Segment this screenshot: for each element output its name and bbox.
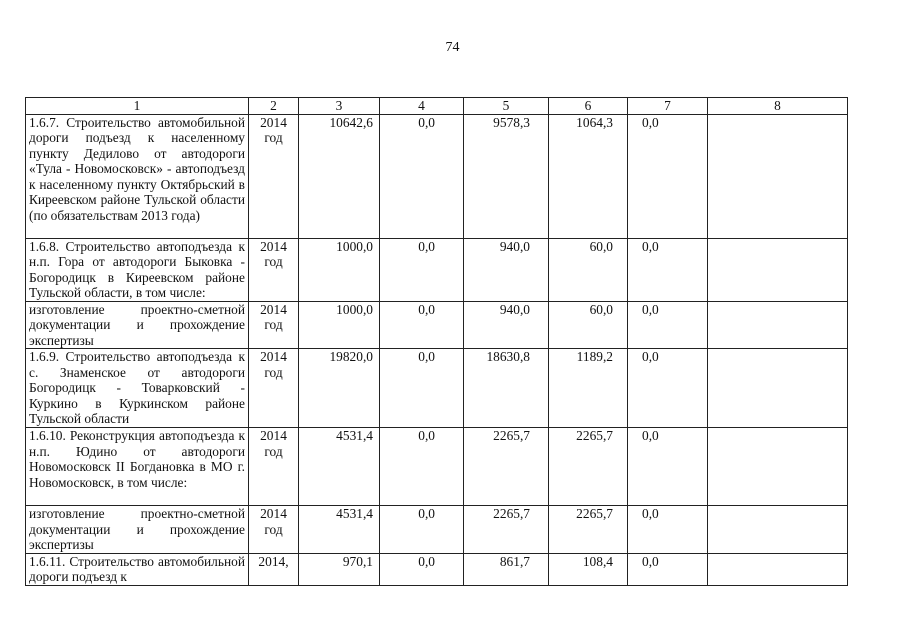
col6-value: 60,0 [549, 238, 628, 301]
program-table [25, 97, 848, 586]
item-year: 2014 год [249, 506, 299, 554]
col8-value [708, 553, 848, 585]
table-row [26, 238, 848, 301]
col3-value: 1000,0 [299, 301, 380, 349]
col6-value: 2265,7 [549, 506, 628, 554]
col7-value: 0,0 [628, 506, 708, 554]
table-row [26, 428, 848, 506]
col5-value: 18630,8 [464, 349, 549, 428]
col7-value: 0,0 [628, 428, 708, 506]
col3-value: 19820,0 [299, 349, 380, 428]
col7-value: 0,0 [628, 553, 708, 585]
item-name: 1.6.9. Строительство автоподъезда к с. Знаменское от автодороги Богородицк - Товарковский - Куркино в Куркинском районе Тульской области [26, 349, 249, 428]
col6-value: 108,4 [549, 553, 628, 585]
col5-value: 940,0 [464, 301, 549, 349]
header-cell: 4 [380, 98, 464, 115]
col6-value: 1189,2 [549, 349, 628, 428]
col5-value: 861,7 [464, 553, 549, 585]
col3-value: 4531,4 [299, 506, 380, 554]
col7-value: 0,0 [628, 114, 708, 238]
col6-value: 60,0 [549, 301, 628, 349]
col4-value: 0,0 [380, 553, 464, 585]
col3-value: 10642,6 [299, 114, 380, 238]
col8-value [708, 114, 848, 238]
item-name: изготовление проектно-сметной документации и прохождение экспертизы [26, 506, 249, 554]
col4-value: 0,0 [380, 506, 464, 554]
header-cell: 8 [708, 98, 848, 115]
col4-value: 0,0 [380, 238, 464, 301]
header-cell: 6 [549, 98, 628, 115]
col7-value: 0,0 [628, 349, 708, 428]
col4-value: 0,0 [380, 349, 464, 428]
table-row [26, 114, 848, 238]
col6-value: 2265,7 [549, 428, 628, 506]
table-row [26, 553, 848, 585]
col5-value: 2265,7 [464, 428, 549, 506]
item-year: 2014 год [249, 238, 299, 301]
table-row [26, 506, 848, 554]
item-year: 2014 год [249, 114, 299, 238]
col4-value: 0,0 [380, 301, 464, 349]
header-cell: 3 [299, 98, 380, 115]
header-row [26, 98, 848, 115]
col5-value: 940,0 [464, 238, 549, 301]
item-year: 2014, [249, 553, 299, 585]
item-name: 1.6.10. Реконструкция автоподъезда к н.п. Юдино от автодороги Новомосковск II Богдановка в МО г. Новомосковск, в том числе: [26, 428, 249, 506]
col3-value: 1000,0 [299, 238, 380, 301]
col5-value: 2265,7 [464, 506, 549, 554]
col7-value: 0,0 [628, 238, 708, 301]
table-row [26, 301, 848, 349]
item-year: 2014 год [249, 349, 299, 428]
item-name: 1.6.11. Строительство автомобильной дороги подъезд к [26, 553, 249, 585]
col4-value: 0,0 [380, 114, 464, 238]
item-name: 1.6.8. Строительство автоподъезда к н.п. Гора от автодороги Быковка - Богородицк в Киреевском районе Тульской области, в том числе: [26, 238, 249, 301]
col8-value [708, 349, 848, 428]
col8-value [708, 238, 848, 301]
col3-value: 4531,4 [299, 428, 380, 506]
page-number: 74 [445, 40, 460, 55]
col8-value [708, 301, 848, 349]
header-cell: 5 [464, 98, 549, 115]
col7-value: 0,0 [628, 301, 708, 349]
col4-value: 0,0 [380, 428, 464, 506]
item-year: 2014 год [249, 428, 299, 506]
col8-value [708, 428, 848, 506]
col6-value: 1064,3 [549, 114, 628, 238]
item-year: 2014 год [249, 301, 299, 349]
col8-value [708, 506, 848, 554]
item-name: изготовление проектно-сметной документации и прохождение экспертизы [26, 301, 249, 349]
header-cell: 1 [26, 98, 249, 115]
table-row [26, 349, 848, 428]
header-cell: 7 [628, 98, 708, 115]
header-cell: 2 [249, 98, 299, 115]
col3-value: 970,1 [299, 553, 380, 585]
col5-value: 9578,3 [464, 114, 549, 238]
item-name: 1.6.7. Строительство автомобильной дороги подъезд к населенному пункту Дедилово от автодороги «Тула - Новомосковск» - автоподъезд к населенному пункту Октябрьский в Киреевском районе Тульской области (по обязательствам 2013 года) [26, 114, 249, 238]
